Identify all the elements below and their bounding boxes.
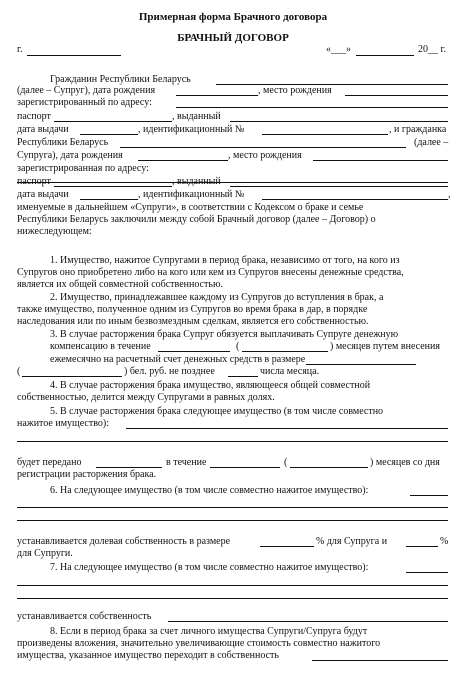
text-line: будет передано xyxy=(17,457,82,468)
text-line: имущества, указанное имущество переходит в собственность xyxy=(17,650,279,661)
blank-field[interactable] xyxy=(54,121,172,122)
blank-field[interactable] xyxy=(260,546,314,547)
text-line: устанавливается долевая собственность в размере xyxy=(17,536,231,547)
text-line: произведены вложения, значительно увеличивающие стоимость совместно нажитого xyxy=(17,638,381,649)
blank-field[interactable] xyxy=(17,585,448,586)
clause-8: 8. Если в период брака за счет личного имущества Супруги/Супруга будут xyxy=(50,626,368,637)
text-line: является их общей совместной собственностью. xyxy=(17,279,223,290)
text-line: (далее – xyxy=(414,137,449,148)
city-prefix: г. xyxy=(17,44,23,55)
text-line: % xyxy=(440,536,449,547)
text-line: (далее – Супруг), дата рождения xyxy=(17,85,156,96)
text-line: , выданный xyxy=(172,111,221,122)
date-year: 20__ г. xyxy=(418,44,446,55)
blank-field[interactable] xyxy=(168,621,448,622)
date-day: «___» xyxy=(326,44,351,55)
city-blank[interactable] xyxy=(27,55,121,56)
text-line: Гражданин Республики Беларусь xyxy=(50,74,191,85)
blank-field[interactable] xyxy=(313,160,448,161)
text-line: Республики Беларусь xyxy=(17,137,109,148)
blank-field[interactable] xyxy=(406,546,438,547)
blank-field[interactable] xyxy=(262,199,448,200)
blank-field[interactable] xyxy=(138,160,228,161)
text-line: Супругов оно приобретено либо на кого или кем из Супругов внесены денежные средства, xyxy=(17,267,404,278)
clause-6: 6. На следующее имущество (в том числе совместно нажитое имущество): xyxy=(50,485,369,496)
text-line: , идентификационный № xyxy=(138,124,245,135)
blank-field[interactable] xyxy=(345,95,448,96)
text-line: устанавливается собственность xyxy=(17,611,152,622)
text-line: , место рождения xyxy=(258,85,332,96)
clause-2: 2. Имущество, принадлежавшее каждому из Супругов до вступления в брак, а xyxy=(50,292,384,303)
text-line: ) месяцев со дня xyxy=(370,457,440,468)
blank-field[interactable] xyxy=(17,520,448,521)
text-line: зарегистрированный по адресу: xyxy=(17,97,152,108)
text-line: , идентификационный № xyxy=(138,189,245,200)
text-line: для Супруги. xyxy=(17,548,73,559)
blank-field[interactable] xyxy=(80,199,138,200)
blank-field[interactable] xyxy=(230,121,448,122)
blank-field[interactable] xyxy=(80,134,138,135)
text-line: ) месяцев путем внесения xyxy=(330,341,440,352)
text-line: , место рождения xyxy=(228,150,302,161)
text-line: числа месяца. xyxy=(260,366,320,377)
text-line: дата выдачи xyxy=(17,124,69,135)
text-line: ( xyxy=(17,366,21,377)
blank-field[interactable] xyxy=(410,495,448,496)
blank-field[interactable] xyxy=(176,95,258,96)
blank-field[interactable] xyxy=(176,107,448,108)
blank-field[interactable] xyxy=(312,660,448,661)
text-line: Республики Беларусь заключили между собой Брачный договор (далее – Договор) о xyxy=(17,214,376,225)
blank-field[interactable] xyxy=(242,351,328,352)
text-line: собственностью, делится между Супругами в равных долях. xyxy=(17,392,275,403)
blank-field[interactable] xyxy=(54,186,172,187)
text-line: ежемесячно на расчетный счет денежных средств в размере xyxy=(50,354,306,365)
clause-1: 1. Имущество, нажитое Супругами в период брака, независимо от того, на кого из xyxy=(50,255,400,266)
blank-field[interactable] xyxy=(158,351,230,352)
blank-field[interactable] xyxy=(17,507,448,508)
blank-field[interactable] xyxy=(210,467,280,468)
clause-3: 3. В случае расторжения брака Супруг обязуется выплачивать Супруге денежную xyxy=(50,329,399,340)
contract-title: БРАЧНЫЙ ДОГОВОР xyxy=(177,32,289,44)
text-line: зарегистрированная по адресу: xyxy=(17,163,149,174)
blank-field[interactable] xyxy=(230,186,448,187)
text-line: ( xyxy=(236,341,240,352)
blank-field[interactable] xyxy=(228,376,258,377)
blank-field[interactable] xyxy=(306,364,416,365)
text-line: нажитое имущество): xyxy=(17,418,109,429)
clause-5: 5. В случае расторжения брака следующее имущество (в том числе совместно xyxy=(50,406,384,417)
blank-field[interactable] xyxy=(17,598,448,599)
text-line: ( xyxy=(284,457,288,468)
text-line: именуемые в дальнейшем «Супруги», в соответствии с Кодексом о браке и семье xyxy=(17,202,364,213)
text-line: % для Супруга и xyxy=(316,536,388,547)
text-line: паспорт xyxy=(17,111,51,122)
blank-field[interactable] xyxy=(17,441,448,442)
text-line: ) бел. руб. не позднее xyxy=(124,366,215,377)
blank-field[interactable] xyxy=(126,428,448,429)
blank-field[interactable] xyxy=(120,147,406,148)
blank-field[interactable] xyxy=(290,467,368,468)
text-line: дата выдачи xyxy=(17,189,69,200)
blank-field[interactable] xyxy=(216,84,448,85)
text-line: , и гражданка xyxy=(389,124,447,135)
text-line: паспорт xyxy=(17,176,51,187)
text-line: , выданный xyxy=(172,176,221,187)
blank-field[interactable] xyxy=(17,182,448,183)
form-heading: Примерная форма Брачного договора xyxy=(138,11,328,23)
text-line: регистрации расторжения брака. xyxy=(17,469,157,480)
text-line: наследования или по иным безвозмездным сделкам, является его собственностью. xyxy=(17,316,369,327)
blank-field[interactable] xyxy=(262,134,388,135)
blank-field[interactable] xyxy=(22,376,122,377)
date-month-blank[interactable] xyxy=(356,55,414,56)
text-line: , xyxy=(448,189,451,200)
clause-4: 4. В случае расторжения брака имущество, являющееся общей совместной xyxy=(50,380,371,391)
blank-field[interactable] xyxy=(96,467,162,468)
blank-field[interactable] xyxy=(406,572,448,573)
text-line: нижеследующем: xyxy=(17,226,92,237)
text-line: Супруга), дата рождения xyxy=(17,150,123,161)
clause-7: 7. На следующее имущество (в том числе совместно нажитое имущество): xyxy=(50,562,369,573)
text-line: компенсацию в течение xyxy=(50,341,151,352)
text-line: в течение xyxy=(166,457,207,468)
text-line: также имущество, полученное одним из Супругов во время брака в дар, в порядке xyxy=(17,304,368,315)
